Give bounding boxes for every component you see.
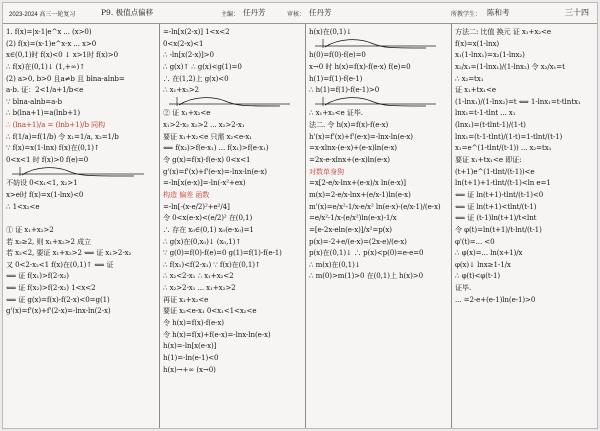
note-line: 0<x(2-x)<1 <box>163 38 204 48</box>
note-line: ∴ φ(t)<φ(t-1) <box>455 271 501 281</box>
note-line: ∴ m(0)>m(1)>0 在(0,1)上 h(x)>0 <box>309 271 423 281</box>
note-line: ∵ blna-alnb=a-b <box>6 96 62 106</box>
course-label: 2023-2024 高三一轮复习 <box>9 12 76 18</box>
note-line: φ'(t)=... <0 <box>455 236 495 246</box>
note-line: x∈(0,1)时 f(x)<0 ↓ x>1时 f(x)>0 <box>6 50 119 60</box>
note-line: 要证 x₁+x₂<e 只需 x₂<e-x₁ <box>163 131 253 141</box>
note-line: h(x)=-ln[x(e-x)] <box>163 341 217 351</box>
note-line: ∴ g(x)↑ ∴ g(x)<g(1)=0 <box>163 61 242 71</box>
note-line: ∴ (lna+1)/a = (lnb+1)/b 同构 <box>6 120 106 130</box>
note-line: 再证 x₁+x₂<e <box>163 294 209 304</box>
note-line: =x-xlnx-(e-x)+(e-x)ln(e-x) <box>309 143 397 153</box>
note-line: 令 φ(t)=ln(t+1)/t-lnt/(t-1) <box>455 224 542 234</box>
note-line: ∵ f(x)=x(1-lnx) f(x)在(0,1)↑ <box>6 143 100 153</box>
note-line: 令 0<x(e-x)<(e/2)² 在(0,1) <box>163 213 253 223</box>
function-sketch <box>163 96 300 107</box>
note-line: ∴ h(1)=f(1)-f(e-1)>0 <box>309 85 380 95</box>
note-line: h(x)→+∞ (x→0) <box>163 364 216 374</box>
note-line: ⟸ 证 g(x)=f(x)-f(2-x)<0=g(1) <box>6 294 110 304</box>
note-line: x₂/x₁=(1-lnx₁)/(1-lnx₂) 令 x₂/x₁=t <box>455 61 565 71</box>
note-line: p(x)在(0,1)↓ ∴ p(x)<p(0)=e-e=0 <box>309 248 424 258</box>
note-line: g'(x)=f'(x)+f'(2-x)=-lnx-ln(2-x) <box>6 306 111 316</box>
note-line: ∴ φ(x)=... ln(x+1)/x <box>455 248 523 258</box>
note-line: x>e时 f(x)=x(1-lnx)<0 <box>6 189 84 199</box>
note-line: (2) a>0, b>0 且a≠b 且 blna-alnb= <box>6 73 125 83</box>
note-line: p(x)=-2+e/(e-x)=(2x-e)/(e-x) <box>309 236 407 246</box>
function-sketch <box>6 166 154 177</box>
note-line: 令 h(x)=f(x)+f(e-x)=-lnx-ln(e-x) <box>163 329 271 339</box>
note-line: ∴ m(x)在(0,1)↓ <box>309 259 361 269</box>
note-line: 令 h(x)=f(x)-f(e-x) <box>163 318 224 328</box>
note-line: ∴ x₂<2-x₁ ∴ x₁+x₂<2 <box>163 271 234 281</box>
note-line: ⟸ 证 (t-1)ln(t+1)/t<lnt <box>455 213 537 223</box>
note-line: 不妨设 0<x₁<1, x₂>1 <box>6 178 78 188</box>
note-line: ∴ 在(1,2)上 g(x)<0 <box>163 73 229 83</box>
note-line: 1. f(x)=|x-1|e^x ... (x>0) <box>6 27 92 36</box>
reviewer-label: 审核： <box>287 12 306 18</box>
note-line: ∴ -ln[x(2-x)]>0 <box>163 50 214 60</box>
note-line: m'(x)=e/x²-1/x-e/x² ln(e-x)-(e/x-1)/(e-x) <box>309 201 441 211</box>
note-line: ∵ g(0)=f(0)-f(e)=0 g(1)=f(1)-f(e-1) <box>163 248 282 258</box>
note-line: =-ln[x(2-x)] 1<x<2 <box>163 27 230 36</box>
note-line: 证毕. <box>455 283 472 293</box>
note-line: ⟸ 证 ln(t+1)<tlnt/(t-1) <box>455 201 537 211</box>
note-line: 0<x<1 时 f(x)>0 f(e)=0 <box>6 155 89 165</box>
note-line: ⟸ 证 f(x₂)>f(2-x₂) 1<x<2 <box>6 283 96 293</box>
note-line: (t+1)e^(1-tlnt/(t-1))<e <box>455 166 535 176</box>
note-line: =e/x²-1/x-(e/x²)ln(e-x)-1/x <box>309 213 397 223</box>
note-line: h(0)=f(0)-f(e)=0 <box>309 50 366 60</box>
note-line <box>6 212 157 224</box>
note-line: ∴ 存在 x₀∈(0,1) x₀(e-x₀)=1 <box>163 224 254 234</box>
note-line: ∴ f(x)在(0,1)↓ (1,+∞)↑ <box>6 61 86 71</box>
note-line: h(x)在(0,1)↓ <box>309 27 352 36</box>
note-line: 构造 偏差 函数 <box>163 189 210 199</box>
note-line: φ(x)↓ lnx≥1-1/x <box>455 259 511 269</box>
student-label: 所教学生： <box>451 12 482 18</box>
note-line: ∴ f(1/a)=f(1/b) 令 x₁=1/a, x₂=1/b <box>6 131 119 141</box>
note-line: =x[2-e/x-lnx+(e-x)/x ln(e-x)] <box>309 178 406 188</box>
note-line: =-ln[-(x-e/2)²+e²/4] <box>163 201 230 211</box>
note-line: ∴ x₁+x₂>2 <box>163 85 199 95</box>
column-1 <box>3 24 160 429</box>
note-line <box>163 96 303 108</box>
note-line: 要证 x₂<e-x₁ 0<x₁<1<x₂<e <box>163 306 257 316</box>
column-4 <box>452 24 597 429</box>
reviewer-name: 任丹芳 <box>309 8 332 17</box>
note-line <box>309 38 449 50</box>
note-line <box>6 166 157 178</box>
note-line: ② 证 x₁+x₂<e <box>163 108 211 118</box>
note-line: ∴ g(x)在(0,x₀)↓ (x₀,1)↑ <box>163 236 242 246</box>
note-line: h(1)=f(1)-f(e-1) <box>309 73 363 83</box>
writer-name: 任丹芳 <box>243 8 266 17</box>
note-line: 方法二: 比值 换元 证 x₁+x₂<e <box>455 27 551 36</box>
note-line: x₁>2-x₂ x₂>2 ... x₂>2-x₁ <box>163 120 245 130</box>
note-line: ∴ x₁+x₂<e 证毕. <box>309 108 363 118</box>
note-line: (2) f(x)=(x-1)e^x-x ... x>0 <box>6 38 97 48</box>
note-line: ⟸ 证 f(x₁)>f(2-x₂) <box>6 271 69 281</box>
note-line: 又 0<2-x₂<1 f(x)在(0,1)↑ ⟸ 证 <box>6 259 114 269</box>
note-line: a-b. 证：2<1/a+1/b<e <box>6 85 84 95</box>
note-line: ① 证 x₁+x₂>2 <box>6 224 54 234</box>
note-line: 证 x₁+tx₁<e <box>455 85 496 95</box>
note-line: =-ln[x(e-x)]=-ln(-x²+ex) <box>163 178 246 188</box>
note-line: lnx₁=t-1-tlnt ... x₁ <box>455 108 516 118</box>
note-line: 若 x₂<2, 要证 x₁+x₂>2 ⟸ 证 x₁>2-x₂ <box>6 248 132 258</box>
note-line: ⟸ f(x₂)>f(e-x₁) ... f(x₁)>f(e-x₁) <box>163 143 269 153</box>
column-3 <box>306 24 452 429</box>
function-sketch <box>309 38 446 49</box>
note-line: ... =2-e+(e-1)ln(e-1)>0 <box>455 294 536 304</box>
note-line: =2x-e-xlnx+(e-x)ln(e-x) <box>309 155 390 165</box>
worksheet <box>2 2 598 429</box>
note-line: ∴ b(lna+1)=a(lnb+1) <box>6 108 81 118</box>
writer-label: 主编： <box>221 12 240 18</box>
note-line: ∴ f(x₁)<f(2-x₁) ∵ f(x)在(0,1)↑ <box>163 259 261 269</box>
note-line <box>309 96 449 108</box>
note-line: x₁=e^(1-tlnt/(t-1)) ... x₂=tx₁ <box>455 143 552 153</box>
function-sketch <box>309 96 446 107</box>
note-line: ∴ x₂>2-x₁ ... x₁+x₂>2 <box>163 283 236 293</box>
note-line: ⟸ 证 ln(t+1)-tlnt/(t-1)<0 <box>455 189 544 199</box>
note-line: m(x)=2-e/x-lnx+(e/x-1)ln(e-x) <box>309 189 411 199</box>
topic-title: P9. 极值点偏移 <box>101 8 154 17</box>
note-line: 若 x₂≥2, 则 x₁+x₂>2 成立 <box>6 236 92 246</box>
note-line: ∴ 1<x₂<e <box>6 201 40 211</box>
page-number: 三十四 <box>565 8 589 17</box>
note-line: =[e-2x-eln(e-x)]/x²=p(x) <box>309 224 392 234</box>
note-line: 对数单身狗 <box>309 166 344 176</box>
note-line: h'(x)=f'(x)+f'(e-x)=-lnx-ln(e-x) <box>309 131 413 141</box>
note-line: 令 g(x)=f(x)-f(e-x) 0<x<1 <box>163 155 251 165</box>
note-line: lnx₁=(t-1-tlnt)/(1-t)=1-tlnt/(t-1) <box>455 131 563 141</box>
note-line: (1-lnx₁)/(1-lnx₂)=t ⟺ 1-lnx₁=t-tlntx₁ <box>455 96 581 106</box>
note-line: h(1)=-ln(e-1)<0 <box>163 352 219 362</box>
column-2 <box>160 24 306 429</box>
note-line: (lnx₁)=(t-tlnt-1)/(1-t) <box>455 120 526 130</box>
note-line: ln(t+1)+1-tlnt/(t-1)<ln e=1 <box>455 178 551 188</box>
note-line: x→0 时 h(x)=f(x)-f(e-x) f(e)=0 <box>309 61 411 71</box>
student-name: 陈和考 <box>487 8 510 17</box>
note-line: 法二. 令 h(x)=f(x)-f(e-x) <box>309 120 389 130</box>
note-line: f(x)=x(1-lnx) <box>455 38 500 48</box>
note-line: x₁(1-lnx₁)=x₂(1-lnx₂) <box>455 50 525 60</box>
note-line: 要证 x₁+tx₁<e 即证: <box>455 155 522 165</box>
note-line: g'(x)=f'(x)+f'(e-x)=-lnx-ln(e-x) <box>163 166 267 176</box>
note-line: ∴ x₂=tx₁ <box>455 73 484 83</box>
worksheet-header <box>3 3 597 24</box>
